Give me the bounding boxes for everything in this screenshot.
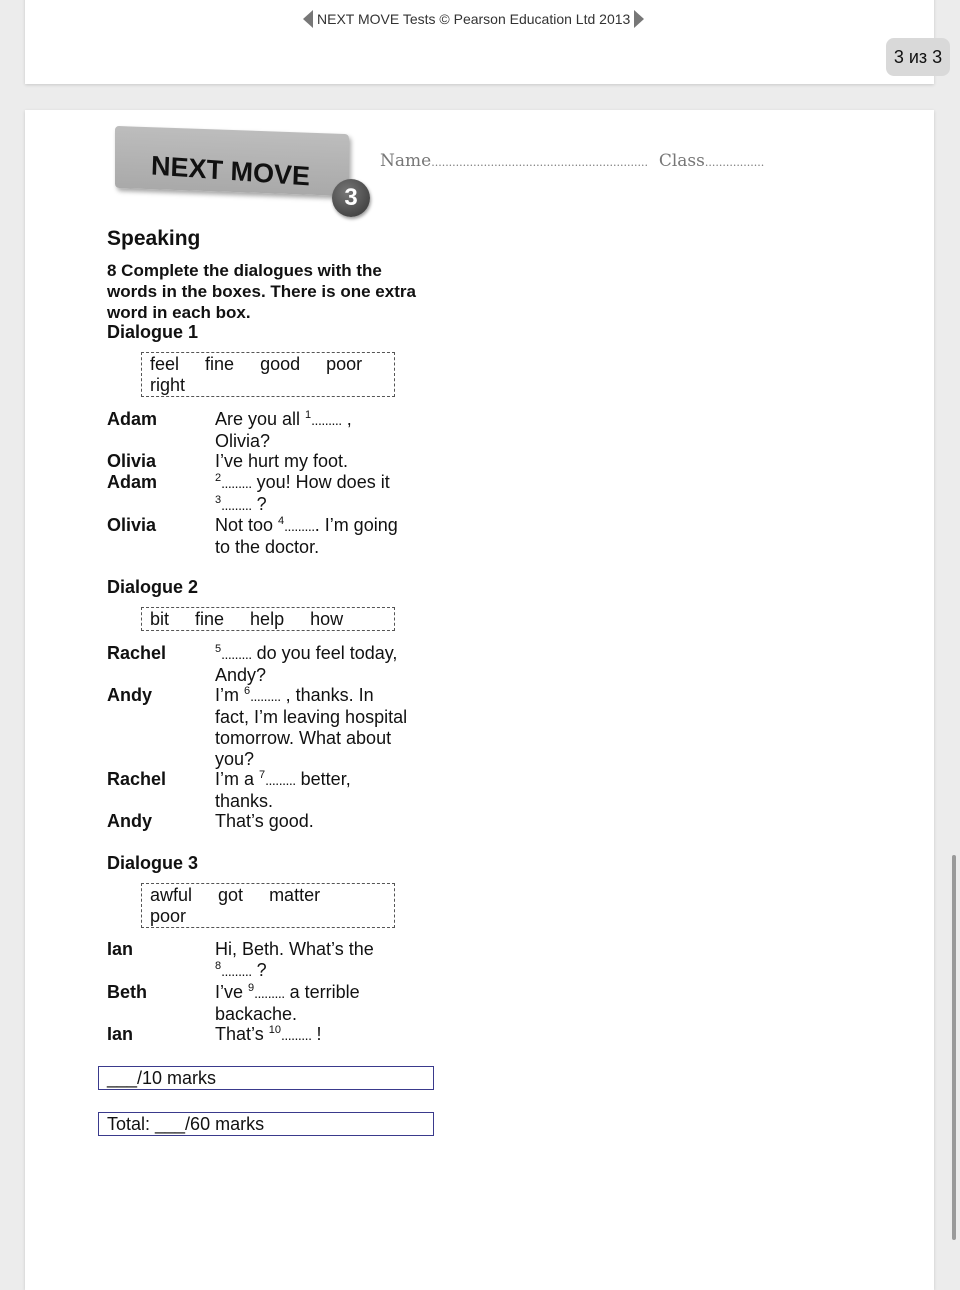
dialogue-line: [107, 939, 435, 982]
text-segment: I’m: [215, 685, 244, 705]
dialogue-line: [107, 451, 435, 472]
dialogue-text-row: [215, 960, 435, 982]
section-title: Speaking: [107, 227, 201, 250]
speaker-name: Andy: [107, 685, 152, 705]
dialogue-line: [107, 982, 435, 1025]
dialogue-title: Dialogue 3: [107, 853, 199, 873]
dialogue-text: [215, 515, 435, 558]
speaker-name: Andy: [107, 811, 152, 831]
word-box-row: [150, 354, 390, 375]
dialogue-text: [215, 409, 435, 452]
name-field: ..............................................................: [431, 156, 648, 169]
word-box: [141, 883, 395, 928]
dialogue-text: [215, 939, 435, 982]
word-box-row: [150, 609, 390, 630]
word-box-word: feel: [150, 354, 180, 374]
word-box-word: good: [260, 354, 301, 374]
dialogue-line: [107, 472, 435, 516]
gap-number: 7: [259, 769, 266, 781]
word-box-row: [150, 885, 390, 906]
dialogue-text-row: [215, 494, 435, 516]
class-label: Class: [658, 151, 705, 171]
gap-number: 8: [215, 960, 222, 972]
word-box-word: right: [150, 375, 186, 395]
dialogue-line: [107, 1024, 435, 1046]
dialogue-line: [107, 515, 435, 558]
dialogue-text: [215, 472, 435, 516]
text-segment: to the doctor.: [215, 537, 320, 557]
word-box-row: [150, 375, 390, 396]
text-segment: ?: [251, 494, 267, 514]
section-marks-box: ___/10 marks: [98, 1066, 434, 1090]
instruction: 8 Complete the dialogues with the words in the boxes. There is one extra word in each box.: [107, 261, 416, 322]
word-box-word: how: [310, 609, 344, 629]
dialogue-line: [107, 769, 435, 812]
dialogue-text-row: [215, 537, 435, 558]
dialogue-text-row: [215, 515, 435, 537]
name-class-line: [380, 151, 764, 171]
speaker-name: Adam: [107, 409, 158, 429]
gap-number: 9: [248, 982, 255, 994]
text-segment: That’s good.: [215, 811, 314, 831]
dialogue-text-row: [215, 749, 435, 770]
word-box-word: got: [218, 885, 244, 905]
answer-blank: .........: [265, 772, 296, 788]
word-box-word: poor: [150, 906, 187, 926]
answer-blank: .........: [221, 475, 252, 491]
level-badge: 3: [332, 179, 370, 217]
dialogue-text: [215, 811, 435, 832]
text-segment: ,: [341, 409, 352, 429]
text-segment: Andy?: [215, 665, 267, 685]
gap-number: 5: [215, 643, 222, 655]
dialogue-text-row: [215, 1024, 435, 1046]
dialogue-text-row: [215, 431, 435, 452]
dialogue-text: [215, 1024, 435, 1046]
word-box-word: bit: [150, 609, 170, 629]
name-label: Name: [380, 151, 432, 171]
dialogue-title: Dialogue 2: [107, 577, 199, 597]
gap-number: 6: [244, 685, 251, 697]
dialogue-text: [215, 685, 435, 770]
text-segment: That’s: [215, 1024, 269, 1044]
text-segment: thanks.: [215, 791, 274, 811]
dialogue-text-row: [215, 728, 435, 749]
gap-number: 1: [305, 409, 312, 421]
previous-page: [25, 0, 934, 84]
word-box-word: poor: [326, 354, 363, 374]
footer-text: NEXT MOVE Tests © Pearson Education Ltd 2013: [317, 11, 631, 27]
dialogue-line: [107, 409, 435, 452]
word-box-word: help: [250, 609, 285, 629]
answer-blank: .........: [221, 646, 252, 662]
dialogue-text: [215, 982, 435, 1025]
dialogue-text-row: [215, 939, 435, 960]
text-segment: a terrible: [284, 982, 360, 1002]
text-segment: fact, I’m leaving hospital: [215, 707, 408, 727]
text-segment: I’m a: [215, 769, 260, 789]
text-segment: Not too: [215, 515, 279, 535]
page-indicator: 3 из 3: [886, 38, 950, 76]
text-segment: I’ve: [215, 982, 249, 1002]
logo-text: NEXT MOVE: [150, 150, 311, 192]
speaker-name: Olivia: [107, 451, 157, 471]
dialogue-title: Dialogue 1: [107, 322, 199, 342]
text-segment: ?: [251, 960, 267, 980]
gap-number: 10: [268, 1024, 281, 1036]
dialogue-text-row: [215, 982, 435, 1004]
word-box: [141, 352, 395, 397]
text-segment: you?: [215, 749, 255, 769]
dialogue-text-row: [215, 769, 435, 791]
prev-arrow-icon: [303, 10, 313, 28]
speaker-name: Rachel: [107, 643, 167, 663]
word-box-row: [150, 906, 390, 927]
dialogue-text-row: [215, 472, 435, 494]
speaker-name: Ian: [107, 1024, 134, 1044]
answer-blank: .........: [280, 1027, 312, 1043]
scrollbar[interactable]: [952, 855, 956, 1240]
text-segment: , thanks. In: [280, 685, 374, 705]
answer-blank: .........: [221, 497, 252, 513]
dialogue-text-row: [215, 409, 435, 431]
dialogue-text-row: [215, 665, 435, 686]
next-arrow-icon: [634, 10, 644, 28]
dialogue-text-row: [215, 1004, 435, 1025]
dialogue-text-row: [215, 685, 435, 707]
text-segment: . I’m going: [314, 515, 398, 535]
word-box-word: fine: [205, 354, 235, 374]
text-segment: Are you all: [215, 409, 306, 429]
word-box: [141, 607, 395, 631]
answer-blank: .........: [311, 412, 342, 428]
dialogue-text-row: [215, 811, 435, 832]
speaker-name: Ian: [107, 939, 134, 959]
dialogue-line: [107, 811, 435, 832]
gap-number: 2: [215, 472, 222, 484]
text-segment: backache.: [215, 1004, 298, 1024]
answer-blank: .........: [221, 963, 252, 979]
total-marks-box: Total: ___/60 marks: [98, 1112, 434, 1136]
text-segment: do you feel today,: [251, 643, 398, 663]
speaker-name: Olivia: [107, 515, 157, 535]
answer-blank: .........: [254, 985, 285, 1001]
dialogue-text-row: [215, 643, 435, 665]
text-segment: Olivia?: [215, 431, 271, 451]
answer-blank: .........: [284, 518, 315, 534]
dialogue-line: [107, 643, 435, 686]
text-segment: Hi, Beth. What’s the: [215, 939, 374, 959]
dialogue-text-row: [215, 707, 435, 728]
word-box-word: fine: [195, 609, 225, 629]
gap-number: 4: [278, 515, 285, 527]
text-segment: !: [311, 1024, 322, 1044]
class-field: .................: [704, 156, 765, 169]
dialogue-text-row: [215, 791, 435, 812]
speaker-name: Adam: [107, 472, 158, 492]
text-segment: I’ve hurt my foot.: [215, 451, 349, 471]
word-box-word: matter: [269, 885, 321, 905]
logo: [115, 126, 349, 196]
word-box-word: awful: [150, 885, 193, 905]
speaker-name: Beth: [107, 982, 147, 1002]
text-segment: better,: [295, 769, 351, 789]
text-segment: tomorrow. What about: [215, 728, 392, 748]
dialogue-line: [107, 685, 435, 770]
dialogue-text: [215, 769, 435, 812]
dialogue-text-row: [215, 451, 435, 472]
speaker-name: Rachel: [107, 769, 167, 789]
gap-number: 3: [215, 494, 222, 506]
dialogue-text: [215, 643, 435, 686]
text-segment: you! How does it: [251, 472, 390, 492]
dialogue-text: [215, 451, 435, 472]
page-footer: [303, 10, 644, 28]
answer-blank: .........: [250, 688, 281, 704]
